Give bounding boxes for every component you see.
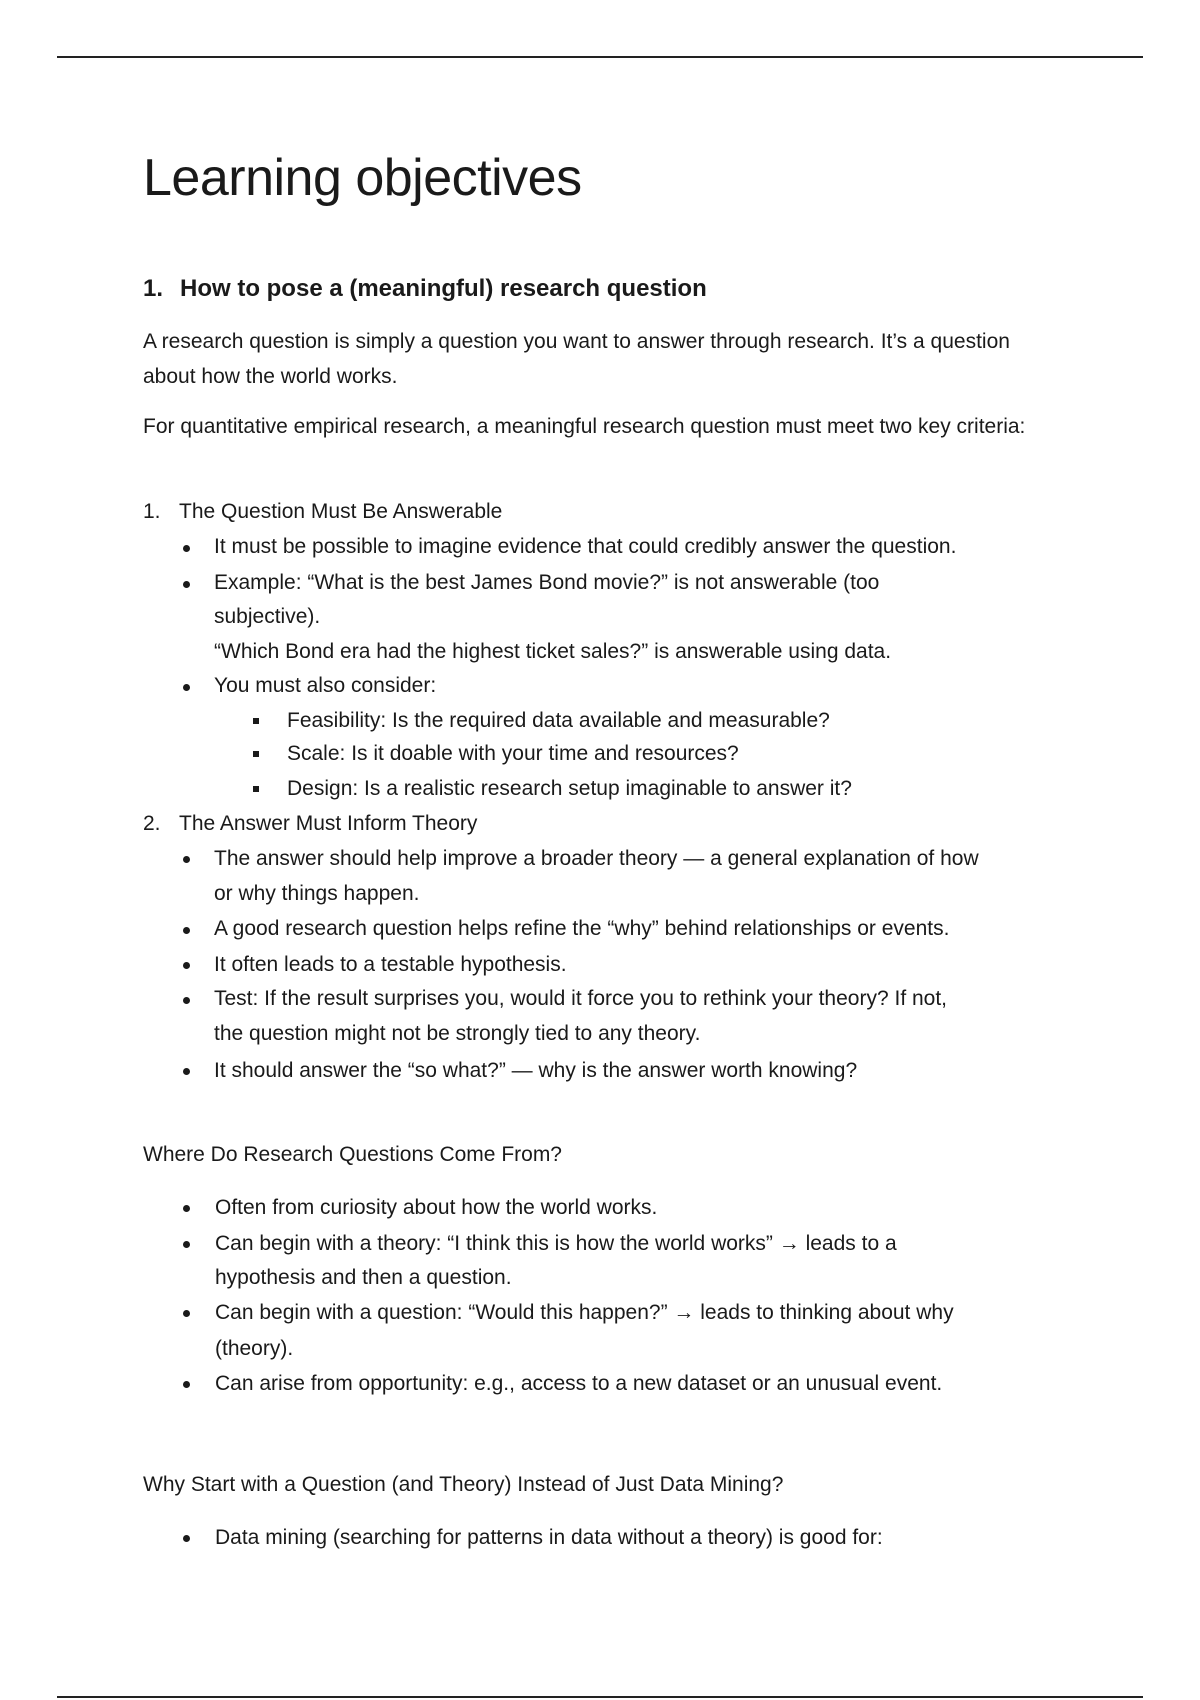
- bullet-icon: [183, 545, 190, 552]
- bullet-icon: [183, 1310, 190, 1317]
- square-bullet-icon: [253, 786, 259, 792]
- bullet-icon: [183, 581, 190, 588]
- subsection-heading: Where Do Research Questions Come From?: [143, 1143, 562, 1166]
- criterion-number: 1.: [143, 500, 161, 523]
- list-item: Test: If the result surprises you, would it force you to rethink your theory? If not,: [214, 987, 948, 1010]
- criterion-number: 2.: [143, 812, 161, 835]
- bullet-icon: [183, 1381, 190, 1388]
- bullet-icon: [183, 1068, 190, 1075]
- bullet-icon: [183, 1241, 190, 1248]
- bullet-icon: [183, 1535, 190, 1542]
- list-item: It must be possible to imagine evidence that could credibly answer the question.: [214, 535, 957, 558]
- top-rule: [57, 56, 1143, 58]
- subsection-heading: Why Start with a Question (and Theory) Instead of Just Data Mining?: [143, 1473, 784, 1496]
- bullet-icon: [183, 856, 190, 863]
- list-item-continuation: the question might not be strongly tied to any theory.: [214, 1022, 701, 1045]
- square-bullet-icon: [253, 751, 259, 757]
- section-heading: [143, 273, 707, 305]
- bullet-icon: [183, 927, 190, 934]
- list-item: Can begin with a theory: “I think this is how the world works” → leads to a: [215, 1232, 897, 1255]
- sub-list-item: Design: Is a realistic research setup imaginable to answer it?: [287, 777, 852, 800]
- bottom-rule: [57, 1696, 1143, 1698]
- criterion-label: The Answer Must Inform Theory: [179, 812, 478, 835]
- bullet-icon: [183, 997, 190, 1004]
- list-item: Often from curiosity about how the world works.: [215, 1196, 658, 1219]
- list-item-continuation: subjective).: [214, 605, 321, 628]
- bullet-icon: [183, 962, 190, 969]
- list-item: A good research question helps refine the “why” behind relationships or events.: [214, 917, 950, 940]
- sub-list-item: Feasibility: Is the required data available and measurable?: [287, 709, 830, 732]
- section-number: 1.: [143, 275, 164, 302]
- section-heading-text: How to pose a (meaningful) research question: [180, 275, 707, 302]
- list-item: It should answer the “so what?” — why is the answer worth knowing?: [214, 1059, 858, 1082]
- sub-list-item: Scale: Is it doable with your time and resources?: [287, 742, 739, 765]
- list-item: Example: “What is the best James Bond movie?” is not answerable (too: [214, 571, 880, 594]
- criteria-intro-paragraph: For quantitative empirical research, a meaningful research question must meet two key criteria:: [143, 415, 1026, 438]
- list-item-continuation: hypothesis and then a question.: [215, 1266, 512, 1289]
- bullet-icon: [183, 1205, 190, 1212]
- list-item: The answer should help improve a broader theory — a general explanation of how: [214, 847, 979, 870]
- page-title: Learning objectives: [143, 149, 582, 207]
- list-item: You must also consider:: [214, 674, 437, 697]
- criterion-label: The Question Must Be Answerable: [179, 500, 503, 523]
- bullet-icon: [183, 684, 190, 691]
- list-item: Can arise from opportunity: e.g., access to a new dataset or an unusual event.: [215, 1372, 943, 1395]
- square-bullet-icon: [253, 718, 259, 724]
- list-item-continuation: “Which Bond era had the highest ticket sales?” is answerable using data.: [214, 640, 892, 663]
- list-item: Can begin with a question: “Would this happen?” → leads to thinking about why: [215, 1301, 954, 1324]
- intro-paragraph: A research question is simply a question you want to answer through research. It’s a question about how the world works.: [143, 330, 1010, 388]
- list-item: Data mining (searching for patterns in data without a theory) is good for:: [215, 1526, 883, 1549]
- list-item-continuation: (theory).: [215, 1337, 294, 1360]
- list-item-continuation: or why things happen.: [214, 882, 420, 905]
- list-item: It often leads to a testable hypothesis.: [214, 953, 567, 976]
